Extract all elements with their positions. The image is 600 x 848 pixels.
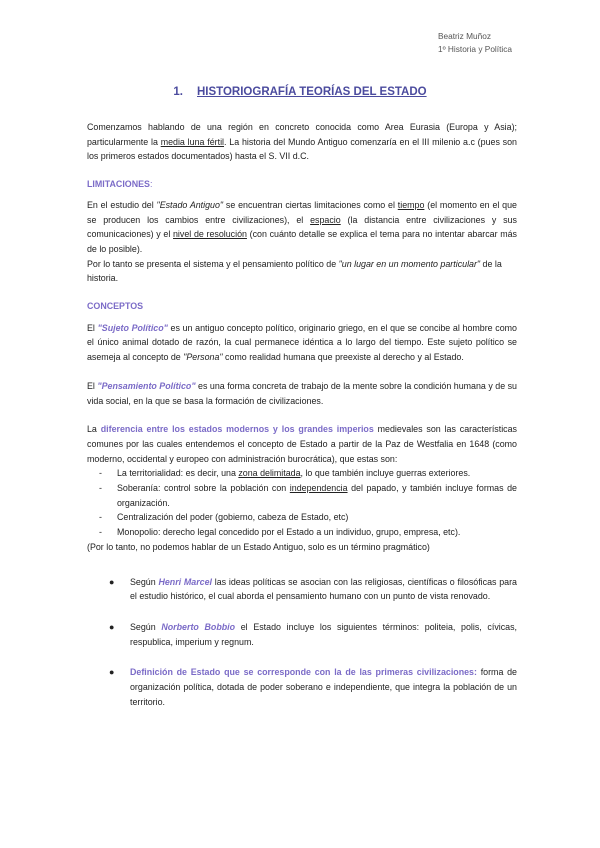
sujeto-politico-paragraph: El "Sujeto Político" es un antiguo concepto político, originario griego, en el que se concibe al hombre como el único animal dotado de razón, la cual permanece idéntica a lo largo del tiempo. Este sujeto político se asemeja al concepto de "Persona" como realidad humana que preexiste al derecho y al Estado. (87, 322, 517, 363)
page-title (0, 86, 600, 98)
sujeto-politico-term: "Sujeto Político" (97, 322, 168, 333)
course-name: 1º Historia y Política (437, 44, 512, 54)
norberto-bobbio-name: Norberto Bobbio (161, 621, 236, 632)
document-body (87, 120, 517, 710)
title-number: 1. (173, 86, 183, 98)
tiempo-term: tiempo (397, 199, 425, 210)
intro-paragraph: Comenzamos hablando de una región en concreto conocida como Area Eurasia (Europa y Asia); particularmente la media luna fértil. La historia del Mundo Antiguo comenzaría en el III milenio a.c (pues son los primeros estados documentados) hasta el S. VII d.C. (87, 122, 517, 162)
authors-bullet-list (87, 575, 517, 710)
pensamiento-politico-paragraph: El "Pensamiento Político" es una forma concreta de trabajo de la mente sobre la condición humana y de su vida social, en la que se basa la formación de civilizaciones. (87, 380, 517, 406)
list-item: ● Según Norberto Bobbio el Estado incluye los siguientes términos: politeia, polis, cívicas, respublica, imperium y regnum. (109, 621, 518, 647)
espacio-term: espacio (310, 214, 341, 225)
pragmatic-note: (Por lo tanto, no podemos hablar de un Estado Antiguo, solo es un término pragmático) (87, 541, 430, 552)
author-name: Beatriz Muñoz (437, 31, 491, 41)
diferencia-paragraph: La diferencia entre los estados modernos y los grandes imperios medievales son las características comunes por las cuales entendemos el concepto de Estado a partir de la Paz de Westfalia en 1648 (como moderno, occidental y europeo con administración burocrática), que estas son: (87, 424, 517, 464)
list-item: - Soberanía: control sobre la población con independencia del papado, y también incluye formas de organización. (99, 483, 517, 508)
henri-marcel-name: Henri Marcel (158, 576, 213, 587)
pensamiento-politico-term: "Pensamiento Político" (97, 380, 196, 391)
media-luna-fertil-term: media luna fértil (160, 136, 225, 147)
definicion-estado-term: Definición de Estado que se corresponde con la de las primeras civilizaciones: (130, 667, 477, 678)
diferencia-term: diferencia entre los estados modernos y los grandes imperios (100, 424, 374, 435)
list-item: - Monopolio: derecho legal concedido por el Estado a un individuo, grupo, empresa, etc). (99, 527, 461, 538)
list-item: ● Definición de Estado que se corresponde con la de las primeras civilizaciones: forma de organización política, dotada de poder soberano e independiente, que integra la población de un territorio. (109, 667, 517, 707)
list-item: ● Según Henri Marcel las ideas políticas se asocian con las religiosas, científicas o filosóficas para el estudio histórico, el cual aborda el pensamiento humano con un punto de vista renovado. (109, 576, 517, 602)
limitaciones-paragraph: En el estudio del "Estado Antiguo" se encuentran ciertas limitaciones como el tiempo (el momento en el que se producen los cambios entre civilizaciones), el espacio (la distancia entre civilizaciones y sus comunicaciones) y el nivel de resolución (con cuánto detalle se explica el tema para no intentar abarcar más de lo posible). (87, 199, 517, 254)
list-item: - La territorialidad: es decir, una zona delimitada, lo que también incluye guerras exteriores. (99, 468, 471, 479)
limitaciones-heading: LIMITACIONES: (87, 179, 153, 190)
conceptos-heading: CONCEPTOS (87, 301, 144, 312)
nivel-resolucion-term: nivel de resolución (173, 229, 247, 240)
state-characteristics-list (87, 466, 517, 540)
title-text: HISTORIOGRAFÍA TEORÍAS DEL ESTADO (197, 86, 427, 98)
list-item: - Centralización del poder (gobierno, cabeza de Estado, etc) (99, 512, 349, 523)
page-header (438, 30, 512, 56)
limitaciones-conclusion: Por lo tanto se presenta el sistema y el pensamiento político de "un lugar en un momento particular" de la historia. (87, 258, 502, 284)
